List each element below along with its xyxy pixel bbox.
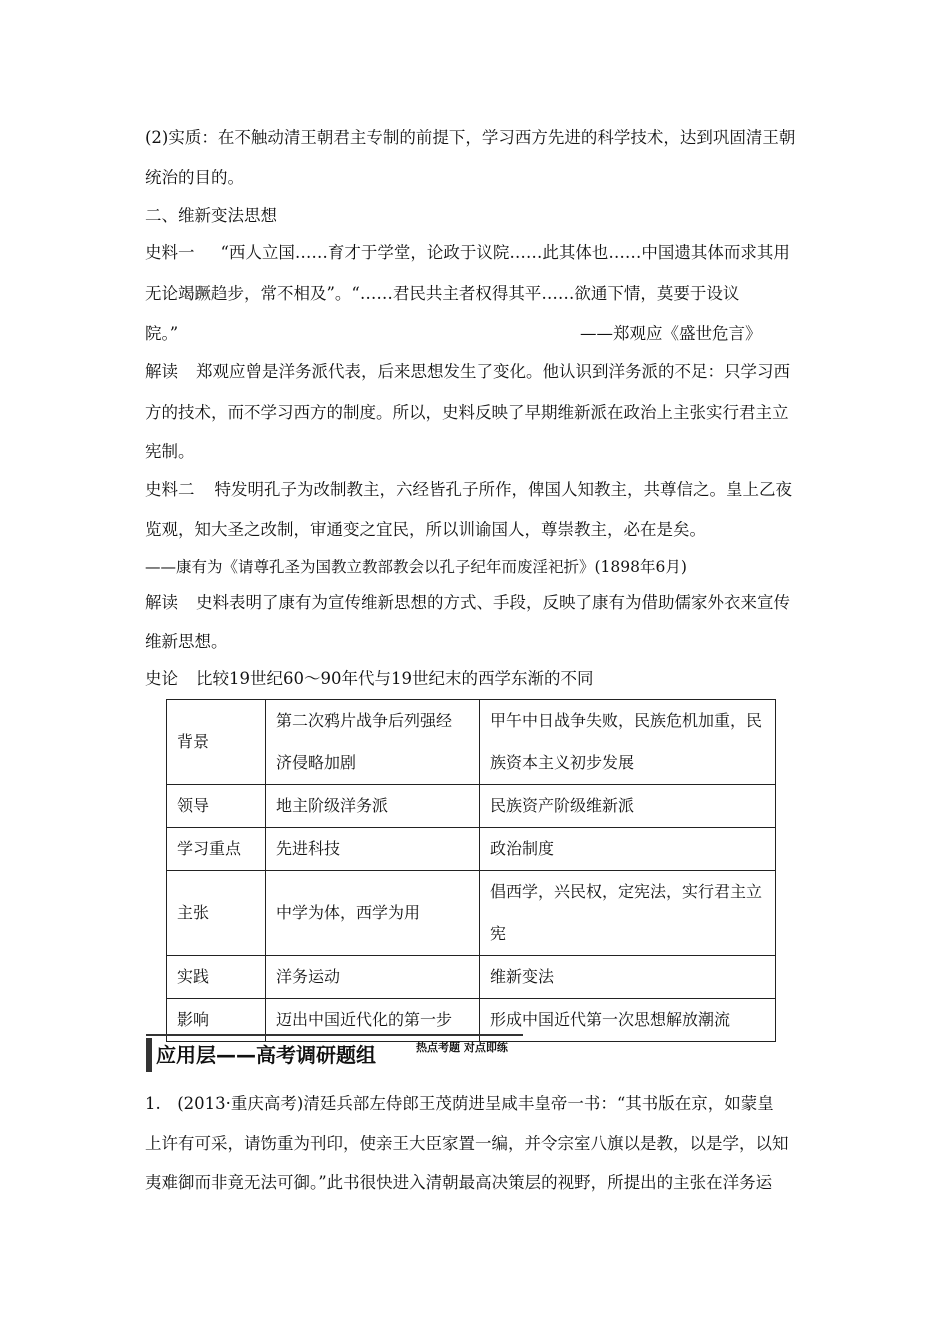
table-row xyxy=(167,700,776,785)
thesis-text: 比较19世纪60～90年代与19世纪末的西学东渐的不同 xyxy=(196,669,594,688)
reading1-line1 xyxy=(145,362,790,382)
reading1-line3: 宪制。 xyxy=(145,442,195,461)
cell-reform: 民族资产阶级维新派 xyxy=(480,785,776,828)
material1-text: “西人立国……育才于学堂，论政于议院……此其体也……中国遗其体而求其用 xyxy=(220,243,790,262)
banner-rule xyxy=(146,1034,523,1036)
table-row xyxy=(167,785,776,828)
cell-westernization: 中学为体，西学为用 xyxy=(266,871,480,956)
reading2-text: 史料表明了康有为宣传维新思想的方式、手段，反映了康有为借助儒家外衣来宣传 xyxy=(196,593,790,612)
table-row xyxy=(167,956,776,999)
material1-label: 史料一 xyxy=(145,243,195,262)
row-label: 主张 xyxy=(167,871,266,956)
row-label: 影响 xyxy=(167,999,266,1042)
cell-reform: 形成中国近代第一次思想解放潮流 xyxy=(480,999,776,1042)
material2-label: 史料二 xyxy=(145,480,195,499)
banner-tag: 热点考题 对点即练 xyxy=(416,1041,508,1054)
banner-title: 应用层——高考调研题组 xyxy=(156,1043,376,1067)
cell-westernization: 洋务运动 xyxy=(266,956,480,999)
material2-line2: 览观，知大圣之改制，审通变之宜民，所以训谕国人，尊崇教主，必在是矣。 xyxy=(145,520,706,539)
material2-text: 特发明孔子为改制教主，六经皆孔子所作，俾国人知教主，共尊信之。皇上乙夜 xyxy=(214,480,792,499)
thesis-line xyxy=(145,669,593,689)
cell-reform: 政治制度 xyxy=(480,828,776,871)
material2-line1 xyxy=(145,480,792,500)
section-heading: 二、维新变法思想 xyxy=(145,206,277,225)
row-label: 实践 xyxy=(167,956,266,999)
question1-line1: 1. (2013·重庆高考)清廷兵部左侍郎王茂荫进呈咸丰皇帝一书：“其书版在京，如蒙皇 xyxy=(145,1094,774,1113)
material1-source: ——郑观应《盛世危言》 xyxy=(580,324,762,343)
reading2-line1 xyxy=(145,593,790,613)
question1-line3: 夷难御而非竟无法可御。”此书很快进入清朝最高决策层的视野，所提出的主张在洋务运 xyxy=(145,1173,773,1192)
reading1-label: 解读 xyxy=(145,362,178,381)
cell-westernization: 迈出中国近代化的第一步 xyxy=(266,999,480,1042)
material1-line2: 无论竭蹶趋步，常不相及”。“……君民共主者权得其平……欲通下情，莫要于设议 xyxy=(145,284,740,303)
material1-line1 xyxy=(145,243,790,263)
table-row xyxy=(167,828,776,871)
reading1-line2: 方的技术，而不学习西方的制度。所以，史料反映了早期维新派在政治上主张实行君主立 xyxy=(145,403,789,422)
question1-line2: 上许有可采，请饬重为刊印，使亲王大臣家置一编，并令宗室八旗以是教，以是学，以知 xyxy=(145,1134,789,1153)
material1-line3: 院。” xyxy=(145,324,179,343)
material2-source: ——康有为《请尊孔圣为国教立教部教会以孔子纪年而废淫祀折》(1898年6月) xyxy=(145,558,687,576)
table-row xyxy=(167,871,776,956)
section-banner xyxy=(146,1034,523,1072)
reading2-label: 解读 xyxy=(145,593,178,612)
cell-reform: 甲午中日战争失败，民族危机加重，民 族资本主义初步发展 xyxy=(480,700,776,785)
cell-westernization: 地主阶级洋务派 xyxy=(266,785,480,828)
row-label: 领导 xyxy=(167,785,266,828)
row-label: 学习重点 xyxy=(167,828,266,871)
cell-reform: 维新变法 xyxy=(480,956,776,999)
banner-bar xyxy=(146,1038,152,1072)
comparison-table xyxy=(166,699,776,1042)
cell-westernization: 先进科技 xyxy=(266,828,480,871)
reading2-line2: 维新思想。 xyxy=(145,632,228,651)
paragraph-essence-line1: (2)实质：在不触动清王朝君主专制的前提下，学习西方先进的科学技术，达到巩固清王朝 xyxy=(145,128,796,147)
thesis-label: 史论 xyxy=(145,669,178,688)
paragraph-essence-line2: 统治的目的。 xyxy=(145,168,244,187)
cell-reform: 倡西学，兴民权，定宪法，实行君主立 宪 xyxy=(480,871,776,956)
row-label: 背景 xyxy=(167,700,266,785)
reading1-text: 郑观应曾是洋务派代表，后来思想发生了变化。他认识到洋务派的不足：只学习西 xyxy=(196,362,790,381)
cell-westernization: 第二次鸦片战争后列强经 济侵略加剧 xyxy=(266,700,480,785)
